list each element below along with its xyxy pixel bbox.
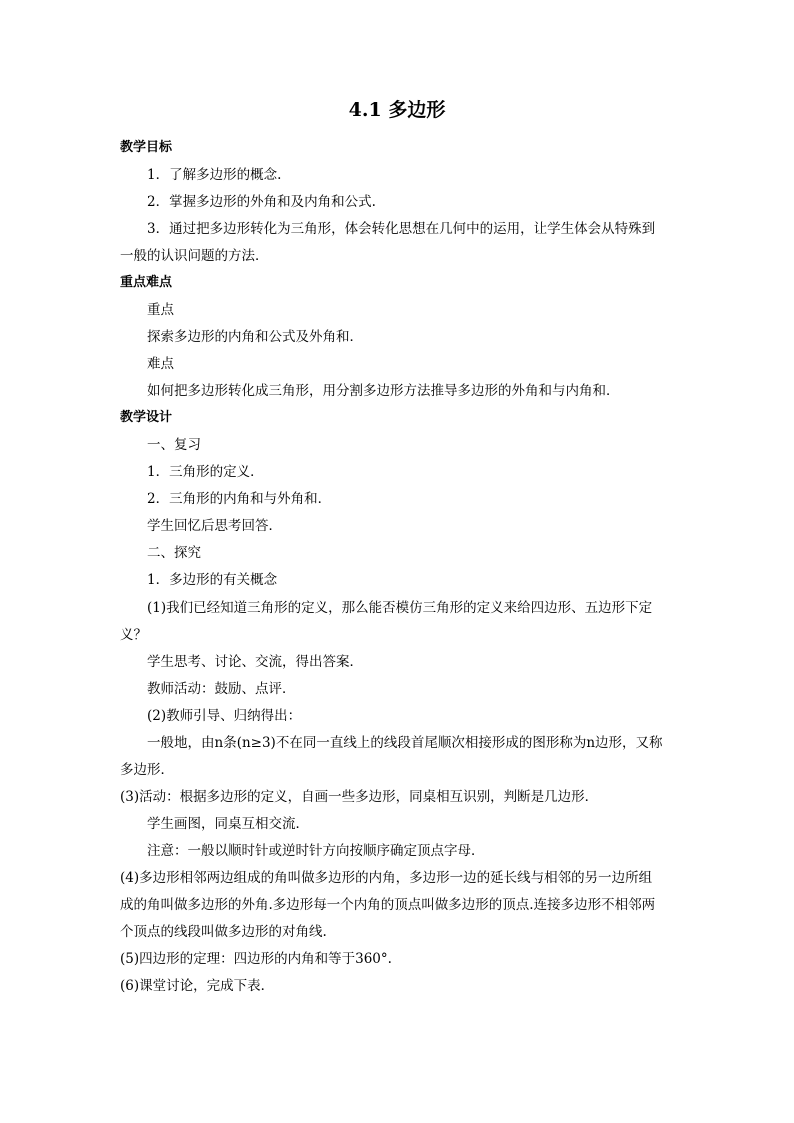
design-line: 教师活动：鼓励、点评． xyxy=(147,681,296,697)
design-line: (1)我们已经知道三角形的定义，那么能否模仿三角形的定义来给四边形、五边形下定 xyxy=(147,600,653,616)
design-line: (2)教师引导、归纳得出： xyxy=(147,708,302,724)
page-title: 4.1 多边形 xyxy=(348,99,446,121)
design-line: 2．三角形的内角和与外角和． xyxy=(147,491,332,507)
design-line: 一、复习 xyxy=(147,437,201,453)
design-line: 1．多边形的有关概念 xyxy=(147,572,278,588)
design-line: 学生回忆后思考回答． xyxy=(147,518,282,534)
design-line: (4)多边形相邻两边组成的角叫做多边形的内角，多边形一边的延长线与相邻的另一边所组 xyxy=(120,870,653,886)
goal-item-2: 2．掌握多边形的外角和及内角和公式. xyxy=(147,194,376,210)
key-point-text: 探索多边形的内角和公式及外角和． xyxy=(147,329,363,345)
section-heading-goals: 教学目标 xyxy=(120,140,173,155)
design-line: 1．三角形的定义． xyxy=(147,464,264,480)
design-line: 个顶点的线段叫做多边形的对角线. xyxy=(120,924,327,940)
design-line: (5)四边形的定理：四边形的内角和等于360°. xyxy=(120,951,392,967)
difficulty-text: 如何把多边形转化成三角形，用分割多边形方法推导多边形的外角和与内角和． xyxy=(147,383,620,399)
goal-item-3: 3．通过把多边形转化为三角形，体会转化思想在几何中的运用，让学生体会从特殊到 xyxy=(147,221,656,237)
goal-item-1: 1．了解多边形的概念. xyxy=(147,167,282,183)
design-line: 学生画图，同桌互相交流． xyxy=(147,816,309,832)
design-line: 注意：一般以顺时针或逆时针方向按顺序确定顶点字母． xyxy=(147,843,485,859)
design-line: (6)课堂讨论，完成下表． xyxy=(120,978,275,994)
key-point-label: 重点 xyxy=(147,302,174,318)
design-line: 多边形． xyxy=(120,762,174,778)
design-line: 义？ xyxy=(120,627,147,643)
section-heading-design: 教学设计 xyxy=(120,410,173,425)
design-line: 学生思考、讨论、交流，得出答案． xyxy=(147,654,363,670)
design-line: 成的角叫做多边形的外角.多边形每一个内角的顶点叫做多边形的顶点.连接多边形不相邻两 xyxy=(120,897,656,913)
difficulty-label: 难点 xyxy=(147,356,174,372)
goal-item-3-continued: 一般的认识问题的方法． xyxy=(120,248,269,264)
design-line: (3)活动：根据多边形的定义，自画一些多边形，同桌相互识别，判断是几边形． xyxy=(120,789,599,805)
design-line: 一般地，由n条(n≥3)不在同一直线上的线段首尾顺次相接形成的图形称为n边形，又称 xyxy=(147,735,663,751)
design-line: 二、探究 xyxy=(147,545,201,561)
section-heading-key-points: 重点难点 xyxy=(120,275,173,290)
